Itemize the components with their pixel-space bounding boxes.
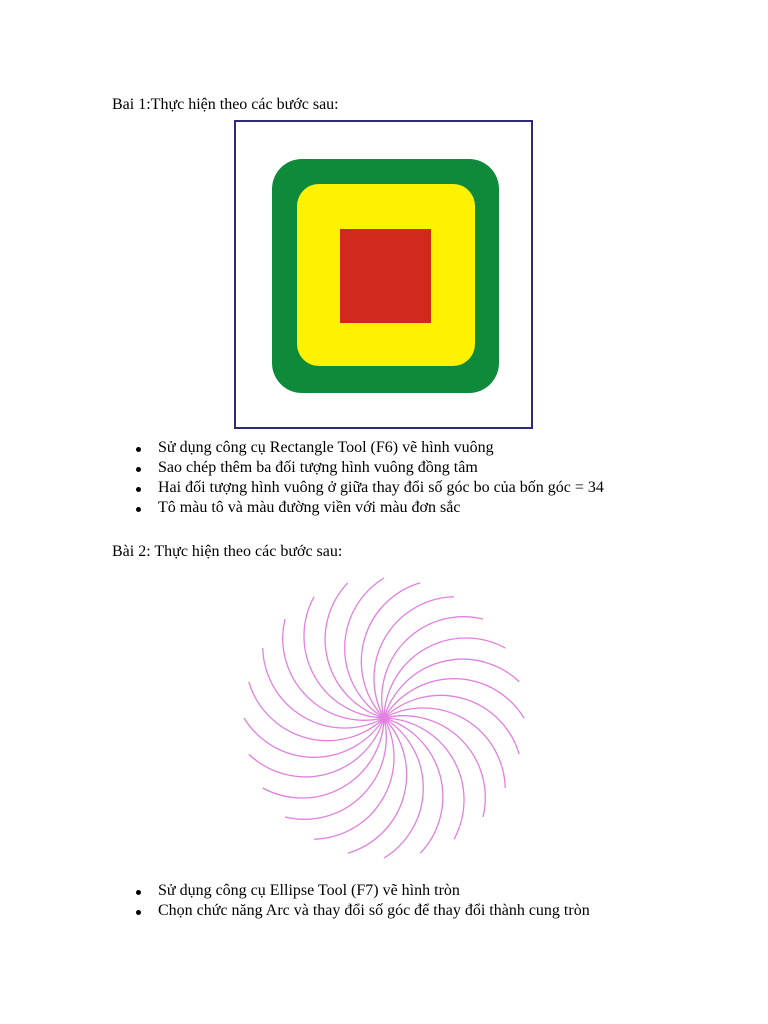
spiral-arc [249, 718, 384, 777]
spiral-arc [384, 695, 519, 754]
spiral-arc [348, 718, 407, 853]
spiral-arc [384, 718, 464, 839]
inner-red-square [340, 229, 431, 323]
nested-squares-svg [236, 122, 531, 427]
spiral-arc [384, 718, 423, 858]
spiral-arc [382, 617, 483, 718]
exercise-1-steps [112, 438, 604, 518]
spiral-arcs-figure [234, 575, 534, 865]
list-item: Tô màu tô và màu đường viền với màu đơn sắc [112, 498, 604, 518]
list-item: Chọn chức năng Arc và thay đổi số góc để thay đổi thành cung tròn [112, 901, 590, 921]
spiral-arc [384, 679, 524, 718]
spiral-arc [384, 716, 485, 817]
spiral-arc [283, 619, 384, 720]
spiral-arc [244, 718, 384, 757]
spiral-center [382, 716, 387, 721]
spiral-arc [263, 718, 384, 798]
spiral-arc [345, 578, 384, 718]
spiral-arc [285, 718, 386, 819]
nested-squares-figure [234, 120, 533, 429]
exercise-2-heading: Bài 2: Thực hiện theo các bước sau: [112, 543, 343, 560]
exercise-2-steps [112, 881, 590, 921]
exercise-1-heading: Bai 1:Thực hiện theo các bước sau: [112, 96, 339, 113]
spiral-arc [304, 597, 384, 718]
spiral-arcs-svg [234, 575, 534, 865]
list-item: Sao chép thêm ba đối tượng hình vuông đồng tâm [112, 458, 604, 478]
spiral-arc [384, 659, 519, 718]
spiral-arc [384, 638, 505, 718]
spiral-arc [384, 718, 443, 853]
list-item: Hai đối tượng hình vuông ở giữa thay đổi số góc bo của bốn góc = 34 [112, 478, 604, 498]
list-item: Sử dụng công cụ Ellipse Tool (F7) vẽ hình tròn [112, 881, 590, 901]
spiral-arc [361, 583, 420, 718]
spiral-arc [325, 583, 384, 718]
list-item: Sử dụng công cụ Rectangle Tool (F6) vẽ hình vuông [112, 438, 604, 458]
spiral-arc [249, 682, 384, 741]
